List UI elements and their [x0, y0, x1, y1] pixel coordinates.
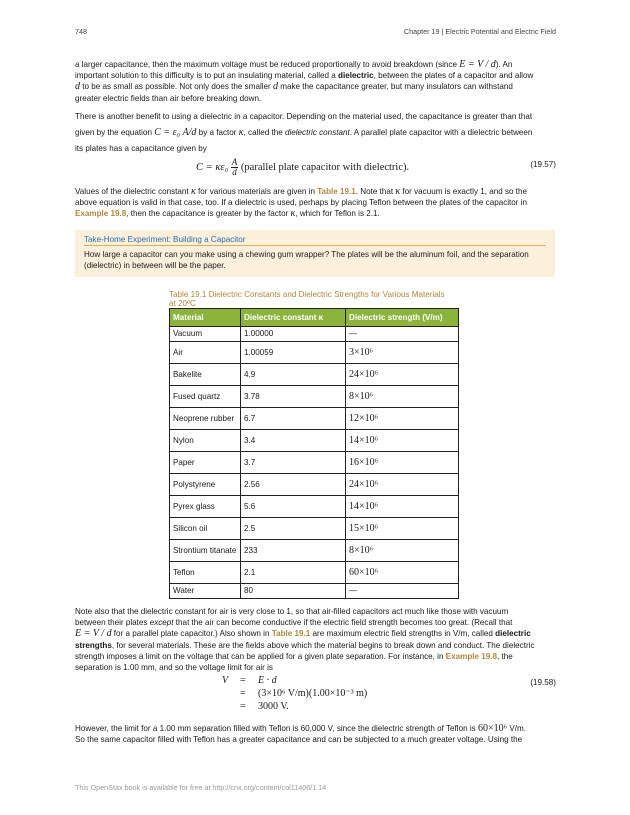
paragraph-air-dielectric: Note also that the dielectric constant for air is very close to 1, so that air-filled capacitors act much like those with vacuum between their plates except that the air can become conductive if the electric field strength becomes too great. (Recall that E = V / d for a parallel plate capacitor.) Also shown in Table 19.1 are maximum electric field strengths in V/m, called dielectric strengths, for several materials. These are the fields above which the material begins to break down and conduct. The dielectric strength imposes a limit on the voltage that can be applied for a given plate separation. For instance, in Example 19.8, the separation is 1.00 mm, and so the voltage limit for air is: [75, 607, 535, 673]
paragraph-dielectric-values: Values of the dielectric constant κ for various materials are given in Table 19.1. Note that κ for vacuum is exactly 1, and so the above equation is valid in that case, too. If a dielectric is used, perhaps by placing Teflon between the plates of the capacitor in Example 19.8, then the capacitance is greater by the factor κ, which for Teflon is 2.1.: [75, 186, 528, 220]
cell-dielectric-strength: 24×10⁶: [346, 474, 459, 496]
cell-dielectric-strength: 8×10⁶: [346, 540, 459, 562]
cell-dielectric-constant: 3.78: [241, 386, 346, 408]
cell-material: Air: [170, 342, 241, 364]
cell-dielectric-constant: 233: [241, 540, 346, 562]
table-row: [170, 408, 459, 430]
link-example-19-8[interactable]: Example 19.8: [75, 209, 127, 219]
equation-number-19-58: (19.58): [530, 678, 556, 687]
table-row: [170, 364, 459, 386]
cell-material: Paper: [170, 452, 241, 474]
cell-dielectric-strength: 14×10⁶: [346, 430, 459, 452]
take-home-experiment-box: [75, 230, 555, 277]
table-row: [170, 518, 459, 540]
cell-material: Bakelite: [170, 364, 241, 386]
cell-dielectric-strength: 60×10⁶: [346, 562, 459, 584]
cell-dielectric-constant: 1.00000: [241, 327, 346, 342]
cell-material: Vacuum: [170, 327, 241, 342]
cell-dielectric-constant: 5.6: [241, 496, 346, 518]
table-row: [170, 430, 459, 452]
page-number: 748: [75, 27, 87, 36]
cell-dielectric-strength: —: [346, 584, 459, 599]
header-material: Material: [170, 309, 241, 327]
table-row: [170, 386, 459, 408]
cell-dielectric-strength: 14×10⁶: [346, 496, 459, 518]
dielectric-table: [169, 308, 459, 599]
link-table-19-1-b[interactable]: Table 19.1: [271, 629, 311, 639]
box-body: How large a capacitor can you make using a chewing gum wrapper? The plates will be the aluminum foil, and the separation (dielectric) in between will be the paper.: [84, 250, 529, 271]
table-row: [170, 496, 459, 518]
cell-material: Neoprene rubber: [170, 408, 241, 430]
footer-text: This OpenStax book is available for free at http://cnx.org/content/col11406/1.14: [75, 783, 327, 792]
paragraph-dielectric-benefit: There is another benefit to using a dielectric in a capacitor. Depending on the material used, the capacitance is greater than that given by the equation C = ε₀ A/d by a factor κ, called the dielectric constant. A parallel plate capacitor with a dielectric between its plates has a capacitance given by: [75, 112, 533, 154]
box-divider: [84, 245, 546, 246]
box-title: Take-Home Experiment: Building a Capacitor: [84, 235, 246, 244]
cell-material: Strontium titanate: [170, 540, 241, 562]
cell-dielectric-constant: 80: [241, 584, 346, 599]
table-row: [170, 584, 459, 599]
cell-material: Teflon: [170, 562, 241, 584]
cell-dielectric-constant: 6.7: [241, 408, 346, 430]
table-row: [170, 342, 459, 364]
header-dielectric-strength: Dielectric strength (V/m): [346, 309, 459, 327]
cell-dielectric-strength: 12×10⁶: [346, 408, 459, 430]
cell-dielectric-strength: 8×10⁶: [346, 386, 459, 408]
cell-dielectric-strength: 24×10⁶: [346, 364, 459, 386]
cell-material: Fused quartz: [170, 386, 241, 408]
cell-material: Silicon oil: [170, 518, 241, 540]
equation-19-57: C = κε₀ $\frac{A}{d}$ (parallel plate capacitor with dielectric).: [196, 157, 410, 177]
cell-dielectric-constant: 2.56: [241, 474, 346, 496]
table-row: [170, 452, 459, 474]
cell-dielectric-strength: —: [346, 327, 459, 342]
cell-material: Polystyrene: [170, 474, 241, 496]
cell-dielectric-strength: 15×10⁶: [346, 518, 459, 540]
cell-material: Pyrex glass: [170, 496, 241, 518]
cell-dielectric-strength: 16×10⁶: [346, 452, 459, 474]
cell-material: Water: [170, 584, 241, 599]
equation-number-19-57: (19.57): [530, 160, 556, 169]
link-example-19-8-b[interactable]: Example 19.8: [445, 651, 498, 661]
chapter-title: Chapter 19 | Electric Potential and Electric Field: [403, 27, 556, 36]
paragraph-breakdown: a larger capacitance, then the maximum voltage must be reduced proportionally to avoid breakdown (since E = V / d). An important solution to this difficulty is to put an insulating material, called a dielectric, between the plates of a capacitor and allow d to be as small as possible. Not only does the smaller d make the capacitance greater, but many insulators can withstand greater electric fields than air before breaking down.: [75, 59, 534, 103]
cell-material: Nylon: [170, 430, 241, 452]
table-row: [170, 540, 459, 562]
cell-dielectric-constant: 3.7: [241, 452, 346, 474]
cell-dielectric-constant: 3.4: [241, 430, 346, 452]
table-row: [170, 562, 459, 584]
cell-dielectric-constant: 2.1: [241, 562, 346, 584]
link-table-19-1[interactable]: Table 19.1: [317, 187, 356, 196]
paragraph-teflon-limit: However, the limit for a 1.00 mm separation filled with Teflon is 60,000 V, since the dielectric strength of Teflon is 60×10⁶ V/m. So the same capacitor filled with Teflon has a greater capacitance and can be subjected to a much greater voltage. Using the: [75, 723, 526, 745]
table-header-row: [170, 309, 459, 327]
table-row: [170, 474, 459, 496]
cell-dielectric-strength: 3×10⁶: [346, 342, 459, 364]
cell-dielectric-constant: 4.9: [241, 364, 346, 386]
equation-19-58: V = E · d = (3×10⁶ V/m)(1.00×10⁻³ m) = 3000 V.: [222, 675, 368, 712]
cell-dielectric-constant: 1.00059: [241, 342, 346, 364]
cell-dielectric-constant: 2.5: [241, 518, 346, 540]
table-caption: Table 19.1 Dielectric Constants and Dielectric Strengths for Various Materials at 20ºC: [169, 290, 445, 309]
table-row: [170, 327, 459, 342]
header-dielectric-constant: Dielectric constant κ: [241, 309, 346, 327]
